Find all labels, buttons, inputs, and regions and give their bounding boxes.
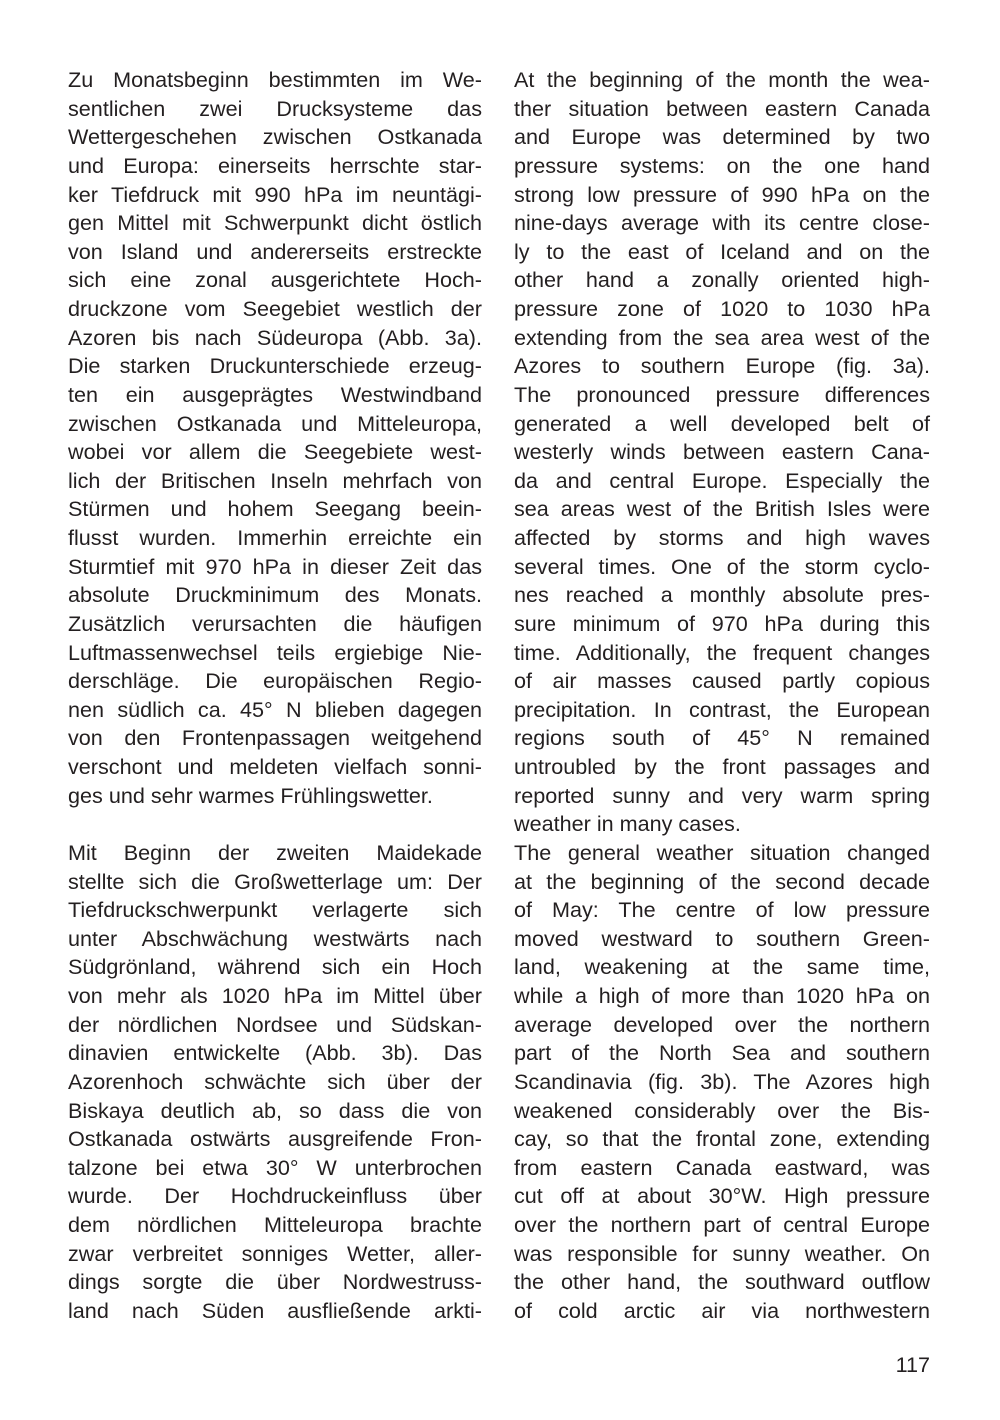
text-line: and Europe was determined by two <box>514 124 930 150</box>
text-line: The general weather situation changed <box>514 839 930 865</box>
text-line: The pronounced pressure differences <box>514 381 930 407</box>
text-line: cut off at about 30°W. High pressure <box>514 1183 930 1209</box>
paragraph <box>68 839 482 1326</box>
text-line: weakened considerably over the Bis- <box>514 1097 930 1123</box>
text-line: Zu Monatsbeginn bestimmten im We- <box>68 67 482 92</box>
text-line: reported sunny and very warm spring <box>514 782 930 808</box>
text-line: dings sorgte die über Nordwestruss- <box>68 1269 482 1295</box>
text-line: strong low pressure of 990 hPa on the <box>514 181 930 207</box>
text-line: druckzone vom Seegebiet westlich der <box>68 296 482 321</box>
text-line: lich der Britischen Inseln mehrfach von <box>68 467 482 493</box>
paragraph <box>514 66 930 839</box>
text-line: wobei vor allem die Seegebiete west- <box>68 439 482 465</box>
text-line: ly to the east of Iceland and on the <box>514 238 930 264</box>
text-line: moved westward to southern Green- <box>514 925 930 951</box>
text-line: unter Abschwächung westwärts nach <box>68 925 482 951</box>
text-line: sich eine zonal ausgerichtete Hoch- <box>68 267 482 293</box>
paragraph <box>514 839 930 1326</box>
text-line: Mit Beginn der zweiten Maidekade <box>68 839 482 865</box>
text-line: weather in many cases. <box>514 811 741 837</box>
text-line: sea areas west of the British Isles were <box>514 496 930 522</box>
text-line: of air masses caused partly copious <box>514 668 930 694</box>
text-line: Die starken Druckunterschiede erzeug- <box>68 353 482 379</box>
text-line: land nach Süden ausfließende arkti- <box>68 1297 482 1323</box>
text-line: nes reached a monthly absolute pres- <box>514 582 930 608</box>
text-line: ges und sehr warmes Frühlingswetter. <box>68 782 433 808</box>
text-line: affected by storms and high waves <box>514 525 930 550</box>
text-line: zwar verbreitet sonniges Wetter, aller- <box>68 1240 482 1266</box>
text-line: absolute Druckminimum des Monats. <box>68 582 482 608</box>
text-line: time. Additionally, the frequent changes <box>514 639 930 665</box>
text-line: von den Frontenpassagen weitgehend <box>68 725 482 751</box>
text-line: wurde. Der Hochdruckeinfluss über <box>68 1183 482 1209</box>
text-line: was responsible for sunny weather. On <box>514 1240 930 1266</box>
text-line: ther situation between eastern Canada <box>514 95 930 121</box>
text-line: zwischen Ostkanada und Mitteleuropa, <box>68 410 482 436</box>
text-line: Azores to southern Europe (fig. 3a). <box>514 353 930 379</box>
text-line: dinavien entwickelte (Abb. 3b). Das <box>68 1040 482 1066</box>
text-line: derschläge. Die europäischen Regio- <box>68 668 482 694</box>
text-line: land, weakening at the same time, <box>514 954 930 980</box>
text-line: over the northern part of central Europe <box>514 1212 930 1237</box>
text-line: At the beginning of the month the wea- <box>514 67 930 92</box>
text-line: untroubled by the front passages and <box>514 754 930 779</box>
text-line: da and central Europe. Especially the <box>514 467 930 493</box>
text-line: Azorenhoch schwächte sich über der <box>68 1068 482 1094</box>
page-number: 117 <box>895 1352 930 1377</box>
text-line: von mehr als 1020 hPa im Mittel über <box>68 983 482 1008</box>
text-line: talzone bei etwa 30° W unterbrochen <box>68 1154 482 1180</box>
text-line: Azoren bis nach Südeuropa (Abb. 3a). <box>68 324 482 350</box>
text-line: several times. One of the storm cyclo- <box>514 553 930 579</box>
text-line: Zusätzlich verursachten die häufigen <box>68 610 482 636</box>
text-line: pressure systems: on the one hand <box>514 152 930 178</box>
text-line: average developed over the northern <box>514 1011 930 1037</box>
text-line: precipitation. In contrast, the European <box>514 696 930 722</box>
text-line: stellte sich die Großwetterlage um: Der <box>68 868 482 894</box>
text-line: gen Mittel mit Schwerpunkt dicht östlich <box>68 210 482 236</box>
text-line: Scandinavia (fig. 3b). The Azores high <box>514 1068 930 1094</box>
english-text-column <box>514 66 930 1326</box>
german-text-column <box>68 66 482 1326</box>
text-line: sure minimum of 970 hPa during this <box>514 610 930 636</box>
text-line: part of the North Sea and southern <box>514 1040 930 1066</box>
text-line: regions south of 45° N remained <box>514 725 930 751</box>
text-line: Luftmassenwechsel teils ergiebige Nie- <box>68 639 482 665</box>
text-line: und Europa: einerseits herrschte star- <box>68 152 482 178</box>
text-line: the other hand, the southward outflow <box>514 1269 930 1295</box>
text-line: westerly winds between eastern Cana- <box>514 439 930 465</box>
text-line: generated a well developed belt of <box>514 410 930 436</box>
text-line: ten ein ausgeprägtes Westwindband <box>68 381 482 407</box>
text-line: of May: The centre of low pressure <box>514 897 930 923</box>
text-line: Südgrönland, während sich ein Hoch <box>68 954 482 980</box>
text-line: sentlichen zwei Drucksysteme das <box>68 95 482 121</box>
text-line: Sturmtief mit 970 hPa in dieser Zeit das <box>68 553 482 579</box>
text-line: from eastern Canada eastward, was <box>514 1154 930 1180</box>
text-line: other hand a zonally oriented high- <box>514 267 930 293</box>
text-line: of cold arctic air via northwestern <box>514 1297 930 1323</box>
paragraph-gap <box>68 810 482 839</box>
paragraph <box>68 66 482 810</box>
text-line: flusst wurden. Immerhin erreichte ein <box>68 525 482 550</box>
text-line: Tiefdruckschwerpunkt verlagerte sich <box>68 897 482 923</box>
text-line: nen südlich ca. 45° N blieben dagegen <box>68 696 482 722</box>
text-line: Wettergeschehen zwischen Ostkanada <box>68 124 482 150</box>
text-line: extending from the sea area west of the <box>514 324 930 350</box>
text-line: von Island und andererseits erstreckte <box>68 238 482 264</box>
text-line: der nördlichen Nordsee und Südskan- <box>68 1011 482 1037</box>
text-line: pressure zone of 1020 to 1030 hPa <box>514 296 930 321</box>
text-line: verschont und meldeten vielfach sonni- <box>68 754 482 779</box>
text-line: Ostkanada ostwärts ausgreifende Fron- <box>68 1126 482 1152</box>
text-line: at the beginning of the second decade <box>514 868 930 894</box>
text-line: while a high of more than 1020 hPa on <box>514 983 930 1008</box>
text-line: dem nördlichen Mitteleuropa brachte <box>68 1212 482 1237</box>
text-line: Biskaya deutlich ab, so dass die von <box>68 1097 482 1123</box>
text-line: ker Tiefdruck mit 990 hPa im neuntägi- <box>68 181 482 207</box>
text-line: Stürmen und hohem Seegang beein- <box>68 496 482 522</box>
text-line: cay, so that the frontal zone, extending <box>514 1126 930 1152</box>
text-line: nine-days average with its centre close- <box>514 210 930 236</box>
